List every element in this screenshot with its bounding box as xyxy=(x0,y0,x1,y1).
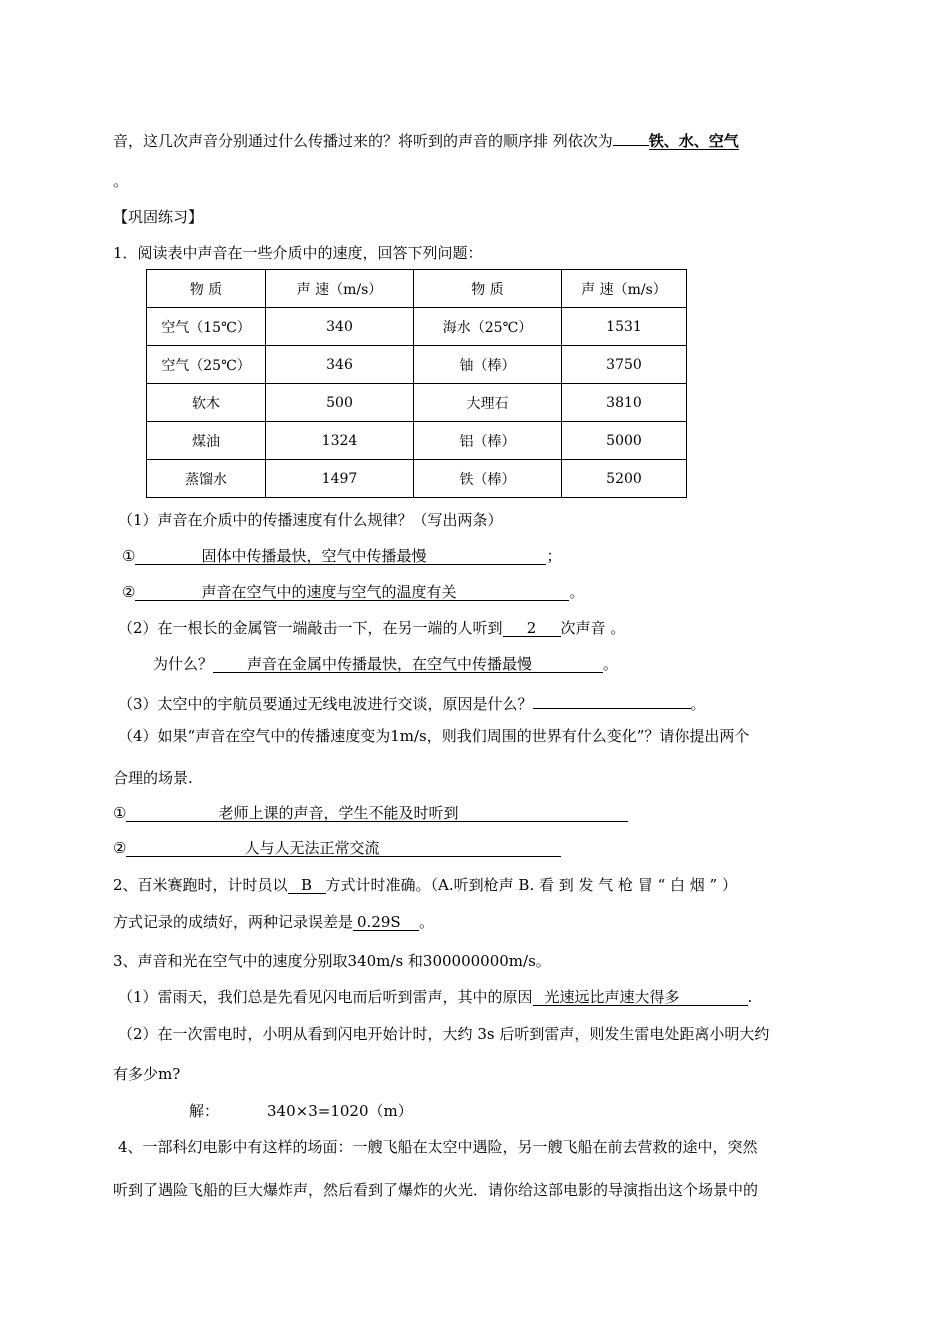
answer-blank: 0.29S xyxy=(353,912,419,931)
table-cell: 346 xyxy=(266,346,414,384)
table-cell: 铁（棒） xyxy=(414,460,562,498)
q3-sub2-line1: （2）在一次雷电时，小明从看到闪电开始计时，大约 3s 后听到雷声，则发生雷电处距离小明大约 xyxy=(118,1025,770,1043)
table-cell: 空气（15℃） xyxy=(147,308,266,346)
answer-blank: 2 xyxy=(503,618,561,637)
table-cell: 1324 xyxy=(266,422,414,460)
table-row xyxy=(147,346,687,384)
q3-line1: 3、声音和光在空气中的速度分别取340m/s 和300000000m/s。 xyxy=(113,952,551,970)
intro-line-2: 。 xyxy=(113,172,129,190)
q1-sub1-answer-b xyxy=(122,582,584,602)
question-text: （3）太空中的宇航员要通过无线电波进行交谈，原因是什么？ xyxy=(118,695,533,713)
table-header-cell: 物 质 xyxy=(147,270,266,308)
question-text: （1）雷雨天，我们总是先看见闪电而后听到雷声，其中的原因 xyxy=(118,988,533,1006)
table-cell: 340 xyxy=(266,308,414,346)
answer-blank: 声音在空气中的速度与空气的温度有关 xyxy=(135,582,569,601)
section-title: 【巩固练习】 xyxy=(113,208,204,226)
q1-sub2 xyxy=(118,618,625,638)
q1-sub4-line1: （4）如果“声音在空气中的传播速度变为1m/s，则我们周围的世界有什么变化”？请你提出两个 xyxy=(118,727,750,745)
answer-blank: 光速远比声速大得多 xyxy=(533,987,748,1006)
table-cell: 3810 xyxy=(562,384,687,422)
solution-text: 340×3=1020（m） xyxy=(267,1102,413,1120)
blank-underline xyxy=(613,127,649,146)
q1-sub4-answer-b xyxy=(113,838,561,858)
table-cell: 3750 xyxy=(562,346,687,384)
table-cell: 海水（25℃） xyxy=(414,308,562,346)
table-row xyxy=(147,422,687,460)
table-header-cell: 物 质 xyxy=(414,270,562,308)
line-end: 。 xyxy=(569,583,585,601)
table-cell: 空气（25℃） xyxy=(147,346,266,384)
question-text: （2）在一根长的金属管一端敲击一下，在另一端的人听到 xyxy=(118,619,503,637)
table-row xyxy=(147,460,687,498)
q3-solution xyxy=(189,1101,413,1121)
table-cell: 5200 xyxy=(562,460,687,498)
table-header-cell: 声 速（m/s） xyxy=(562,270,687,308)
item-label: ② xyxy=(122,583,136,601)
q1-prompt: 1．阅读表中声音在一些介质中的速度，回答下列问题： xyxy=(113,244,483,262)
answer-blank: 声音在金属中传播最快，在空气中传播最慢 xyxy=(213,654,603,673)
line-end: 。 xyxy=(419,913,435,931)
q1-sub4-answer-a xyxy=(113,803,628,823)
answer-blank: 人与人无法正常交流 xyxy=(126,838,561,857)
question-text: 2、百米赛跑时，计时员以 xyxy=(113,876,288,894)
table-cell: 铝（棒） xyxy=(414,422,562,460)
line-end: ； xyxy=(546,547,562,565)
q3-sub1 xyxy=(118,987,752,1007)
sound-speed-table xyxy=(146,269,687,498)
q4-line2: 听到了遇险飞船的巨大爆炸声，然后看到了爆炸的火光．请你给这部电影的导演指出这个场景中的 xyxy=(113,1181,759,1199)
table-cell: 软木 xyxy=(147,384,266,422)
q4-line1: 4、一部科幻电影中有这样的场面：一艘飞船在太空中遇险，另一艘飞船在前去营救的途中，突然 xyxy=(118,1138,758,1156)
table-cell: 大理石 xyxy=(414,384,562,422)
q1-sub3 xyxy=(118,690,706,714)
line-end: 。 xyxy=(690,695,706,713)
answer-blank: 固体中传播最快，空气中传播最慢 xyxy=(135,546,546,565)
q1-sub1-answer-a xyxy=(122,546,561,566)
table-row xyxy=(147,384,687,422)
item-label: ② xyxy=(113,839,127,857)
q2-line1 xyxy=(113,875,737,895)
q2-line2 xyxy=(113,912,434,932)
table-cell: 1531 xyxy=(562,308,687,346)
table-cell: 1497 xyxy=(266,460,414,498)
line-end: . xyxy=(747,988,753,1006)
solution-label: 解： xyxy=(189,1102,220,1120)
table-header-row xyxy=(147,270,687,308)
intro-line-1 xyxy=(113,127,739,151)
table-row xyxy=(147,308,687,346)
question-text: 为什么？ xyxy=(153,655,214,673)
item-label: ① xyxy=(122,547,136,565)
line-end: 。 xyxy=(603,655,619,673)
intro-answer: 铁、水、空气 xyxy=(648,132,739,150)
table-cell: 蒸馏水 xyxy=(147,460,266,498)
question-text: 次声音 。 xyxy=(560,619,626,637)
question-text: 方式计时准确。（A.听到枪声 B. 看 到 发 气 枪 冒 “ 白 烟 ” ） xyxy=(325,876,737,894)
intro-text: 音，这几次声音分别通过什么传播过来的？将听到的声音的顺序排 列依次为 xyxy=(113,132,613,150)
answer-blank: 老师上课的声音，学生不能及时听到 xyxy=(126,803,628,822)
table-header-cell: 声 速（m/s） xyxy=(266,270,414,308)
q1-sub4-line2: 合理的场景. xyxy=(113,769,193,787)
q1-sub1-prompt: （1）声音在介质中的传播速度有什么规律？（写出两条） xyxy=(118,511,503,529)
q3-sub2-line2: 有多少m? xyxy=(113,1065,181,1083)
table-cell: 500 xyxy=(266,384,414,422)
answer-blank xyxy=(533,690,691,709)
q1-sub2-why xyxy=(153,654,618,674)
table-cell: 煤油 xyxy=(147,422,266,460)
item-label: ① xyxy=(113,804,127,822)
answer-blank: B xyxy=(288,875,326,894)
table-cell: 铀（棒） xyxy=(414,346,562,384)
table-cell: 5000 xyxy=(562,422,687,460)
question-text: 方式记录的成绩好，两种记录误差是 xyxy=(113,913,354,931)
